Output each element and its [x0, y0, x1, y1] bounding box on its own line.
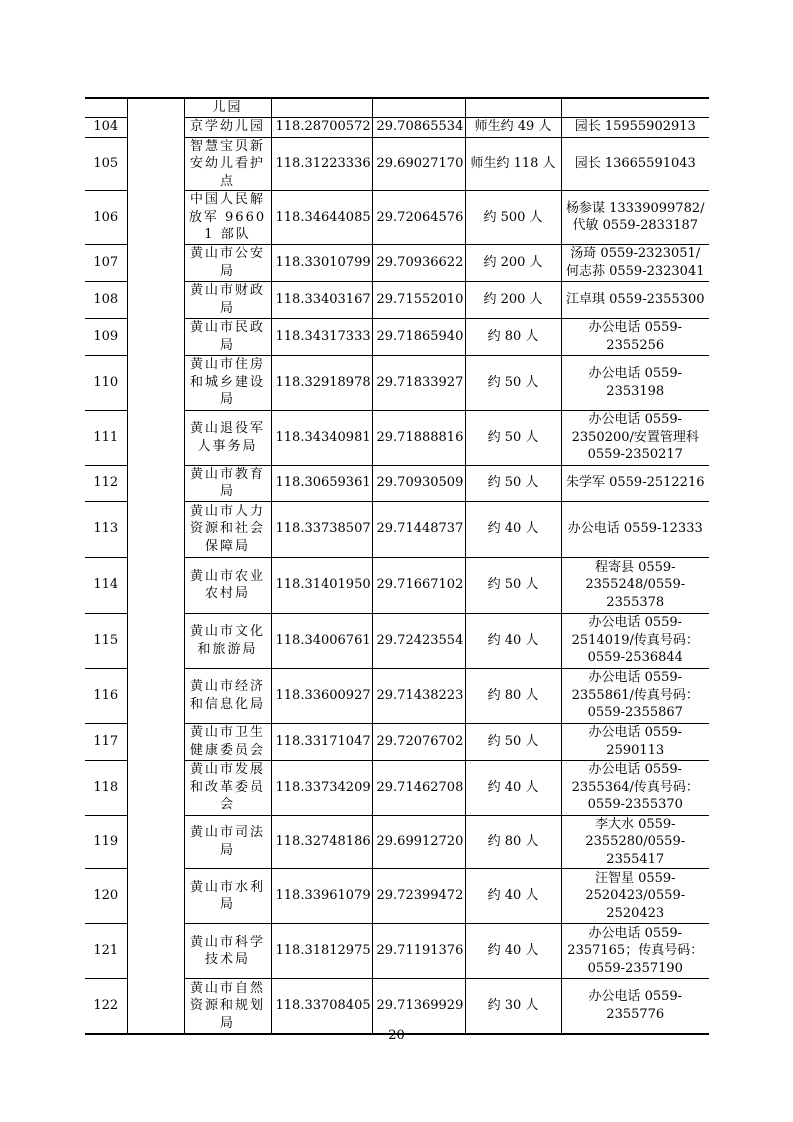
longitude-cell: 118.33171047 — [271, 723, 372, 760]
table-row — [85, 355, 709, 410]
unit-name-cell: 智慧宝贝新安幼儿看护点 — [184, 137, 271, 191]
table-row — [85, 318, 709, 355]
headcount-cell: 约 80 人 — [465, 668, 561, 723]
unit-name-cell: 黄山市自然资源和规划局 — [184, 979, 271, 1034]
category-cell — [127, 281, 184, 318]
latitude-cell: 29.71448737 — [372, 501, 465, 557]
contact-info-cell: 江卓琪 0559-2355300 — [561, 281, 709, 318]
row-number-cell: 118 — [85, 760, 127, 815]
contact-info-cell: 杨参谋 13339099782/代敏 0559-2833187 — [561, 191, 709, 245]
table-row — [85, 191, 709, 245]
row-number-cell: 114 — [85, 557, 127, 613]
longitude-cell: 118.28700572 — [271, 117, 372, 137]
category-cell — [127, 668, 184, 723]
latitude-cell: 29.71369929 — [372, 979, 465, 1034]
category-cell — [127, 117, 184, 137]
headcount-cell: 约 200 人 — [465, 281, 561, 318]
latitude-cell: 29.70865534 — [372, 117, 465, 137]
headcount-cell: 约 80 人 — [465, 318, 561, 355]
latitude-cell: 29.71462708 — [372, 760, 465, 815]
unit-name-cell: 黄山市财政局 — [184, 281, 271, 318]
table-row — [85, 979, 709, 1034]
latitude-cell: 29.71438223 — [372, 668, 465, 723]
longitude-cell: 118.33961079 — [271, 869, 372, 924]
longitude-cell: 118.33734209 — [271, 760, 372, 815]
page-number: 20 — [388, 1028, 405, 1043]
headcount-cell: 约 40 人 — [465, 869, 561, 924]
headcount-cell: 约 50 人 — [465, 355, 561, 410]
category-cell — [127, 318, 184, 355]
latitude-cell: 29.72064576 — [372, 191, 465, 245]
category-cell — [127, 465, 184, 501]
row-number-cell: 115 — [85, 613, 127, 668]
table-row — [85, 557, 709, 613]
longitude-cell: 118.30659361 — [271, 465, 372, 501]
headcount-cell: 约 40 人 — [465, 501, 561, 557]
latitude-cell: 29.71833927 — [372, 355, 465, 410]
table-body — [85, 98, 709, 1034]
contact-info-cell: 办公电话 0559-2355776 — [561, 979, 709, 1034]
table-row — [85, 760, 709, 815]
contact-info-cell: 汤琦 0559-2323051/何志荪 0559-2323041 — [561, 244, 709, 281]
longitude-cell: 118.33010799 — [271, 244, 372, 281]
unit-name-cell: 黄山市人力资源和社会保障局 — [184, 501, 271, 557]
headcount-cell: 约 80 人 — [465, 815, 561, 869]
longitude-cell — [271, 98, 372, 117]
latitude-cell: 29.69027170 — [372, 137, 465, 191]
data-table-container — [85, 97, 709, 1035]
row-number-cell: 122 — [85, 979, 127, 1034]
table-row — [85, 410, 709, 465]
headcount-cell: 约 50 人 — [465, 410, 561, 465]
latitude-cell: 29.71865940 — [372, 318, 465, 355]
category-cell — [127, 613, 184, 668]
unit-name-cell: 黄山市司法局 — [184, 815, 271, 869]
row-number-cell: 113 — [85, 501, 127, 557]
unit-name-cell: 黄山市公安局 — [184, 244, 271, 281]
contact-info-cell — [561, 98, 709, 117]
latitude-cell: 29.71191376 — [372, 924, 465, 979]
row-number-cell — [85, 98, 127, 117]
category-cell — [127, 815, 184, 869]
contact-info-cell: 园长 15955902913 — [561, 117, 709, 137]
latitude-cell: 29.72423554 — [372, 613, 465, 668]
latitude-cell: 29.72076702 — [372, 723, 465, 760]
table-row — [85, 869, 709, 924]
contact-info-cell: 办公电话 0559-12333 — [561, 501, 709, 557]
latitude-cell: 29.70930509 — [372, 465, 465, 501]
row-number-cell: 120 — [85, 869, 127, 924]
row-number-cell: 106 — [85, 191, 127, 245]
latitude-cell: 29.71888816 — [372, 410, 465, 465]
longitude-cell: 118.33708405 — [271, 979, 372, 1034]
unit-name-cell: 黄山市科学技术局 — [184, 924, 271, 979]
latitude-cell — [372, 98, 465, 117]
longitude-cell: 118.31812975 — [271, 924, 372, 979]
headcount-cell: 约 500 人 — [465, 191, 561, 245]
category-cell — [127, 410, 184, 465]
longitude-cell: 118.33600927 — [271, 668, 372, 723]
contact-info-cell: 李大水 0559-2355280/0559-2355417 — [561, 815, 709, 869]
unit-name-cell: 京学幼儿园 — [184, 117, 271, 137]
unit-name-cell: 中国人民解放军 96601 部队 — [184, 191, 271, 245]
table-row — [85, 723, 709, 760]
row-number-cell: 108 — [85, 281, 127, 318]
row-number-cell: 116 — [85, 668, 127, 723]
headcount-cell: 约 50 人 — [465, 465, 561, 501]
contact-info-cell: 办公电话 0559-2355256 — [561, 318, 709, 355]
row-number-cell: 105 — [85, 137, 127, 191]
row-number-cell: 110 — [85, 355, 127, 410]
category-cell — [127, 501, 184, 557]
row-number-cell: 107 — [85, 244, 127, 281]
category-cell — [127, 760, 184, 815]
row-number-cell: 117 — [85, 723, 127, 760]
table-row — [85, 281, 709, 318]
unit-name-cell: 黄山市教育局 — [184, 465, 271, 501]
table-row — [85, 465, 709, 501]
table-row — [85, 244, 709, 281]
headcount-cell: 约 50 人 — [465, 723, 561, 760]
row-number-cell: 111 — [85, 410, 127, 465]
contact-info-cell: 办公电话 0559-2514019/传真号码：0559-2536844 — [561, 613, 709, 668]
category-cell — [127, 723, 184, 760]
latitude-cell: 29.70936622 — [372, 244, 465, 281]
facility-table — [85, 97, 709, 1035]
category-cell — [127, 137, 184, 191]
longitude-cell: 118.34006761 — [271, 613, 372, 668]
unit-name-cell: 黄山退役军人事务局 — [184, 410, 271, 465]
table-row — [85, 98, 709, 117]
headcount-cell: 约 30 人 — [465, 979, 561, 1034]
category-cell — [127, 244, 184, 281]
row-number-cell: 119 — [85, 815, 127, 869]
headcount-cell: 约 200 人 — [465, 244, 561, 281]
contact-info-cell: 朱学军 0559-2512216 — [561, 465, 709, 501]
category-cell — [127, 191, 184, 245]
row-number-cell: 104 — [85, 117, 127, 137]
unit-name-cell: 黄山市农业农村局 — [184, 557, 271, 613]
longitude-cell: 118.34340981 — [271, 410, 372, 465]
category-cell — [127, 979, 184, 1034]
unit-name-cell: 黄山市文化和旅游局 — [184, 613, 271, 668]
headcount-cell: 约 40 人 — [465, 613, 561, 668]
row-number-cell: 109 — [85, 318, 127, 355]
headcount-cell: 约 40 人 — [465, 760, 561, 815]
category-cell — [127, 924, 184, 979]
category-cell — [127, 869, 184, 924]
headcount-cell: 师生约 118 人 — [465, 137, 561, 191]
longitude-cell: 118.32918978 — [271, 355, 372, 410]
table-row — [85, 501, 709, 557]
longitude-cell: 118.32748186 — [271, 815, 372, 869]
table-row — [85, 924, 709, 979]
longitude-cell: 118.33738507 — [271, 501, 372, 557]
row-number-cell: 112 — [85, 465, 127, 501]
contact-info-cell: 办公电话 0559-2355364/传真号码：0559-2355370 — [561, 760, 709, 815]
table-row — [85, 137, 709, 191]
latitude-cell: 29.71667102 — [372, 557, 465, 613]
unit-name-cell: 黄山市发展和改革委员会 — [184, 760, 271, 815]
table-row — [85, 668, 709, 723]
latitude-cell: 29.69912720 — [372, 815, 465, 869]
headcount-cell — [465, 98, 561, 117]
latitude-cell: 29.71552010 — [372, 281, 465, 318]
row-number-cell: 121 — [85, 924, 127, 979]
latitude-cell: 29.72399472 — [372, 869, 465, 924]
category-cell — [127, 98, 184, 117]
longitude-cell: 118.31223336 — [271, 137, 372, 191]
table-row — [85, 613, 709, 668]
contact-info-cell: 办公电话 0559-2350200/安置管理科 0559-2350217 — [561, 410, 709, 465]
contact-info-cell: 园长 13665591043 — [561, 137, 709, 191]
unit-name-cell: 黄山市水利局 — [184, 869, 271, 924]
contact-info-cell: 办公电话 0559-2353198 — [561, 355, 709, 410]
contact-info-cell: 汪智星 0559-2520423/0559-2520423 — [561, 869, 709, 924]
category-cell — [127, 557, 184, 613]
unit-name-cell: 黄山市经济和信息化局 — [184, 668, 271, 723]
table-row — [85, 815, 709, 869]
longitude-cell: 118.31401950 — [271, 557, 372, 613]
longitude-cell: 118.34317333 — [271, 318, 372, 355]
longitude-cell: 118.33403167 — [271, 281, 372, 318]
unit-name-cell: 黄山市住房和城乡建设局 — [184, 355, 271, 410]
longitude-cell: 118.34644085 — [271, 191, 372, 245]
table-row — [85, 117, 709, 137]
contact-info-cell: 办公电话 0559-2590113 — [561, 723, 709, 760]
contact-info-cell: 办公电话 0559-2357165；传真号码：0559-2357190 — [561, 924, 709, 979]
unit-name-cell: 儿园 — [184, 98, 271, 117]
unit-name-cell: 黄山市民政局 — [184, 318, 271, 355]
contact-info-cell: 办公电话 0559-2355861/传真号码：0559-2355867 — [561, 668, 709, 723]
headcount-cell: 约 40 人 — [465, 924, 561, 979]
unit-name-cell: 黄山市卫生健康委员会 — [184, 723, 271, 760]
headcount-cell: 约 50 人 — [465, 557, 561, 613]
headcount-cell: 师生约 49 人 — [465, 117, 561, 137]
category-cell — [127, 355, 184, 410]
contact-info-cell: 程寄县 0559-2355248/0559-2355378 — [561, 557, 709, 613]
